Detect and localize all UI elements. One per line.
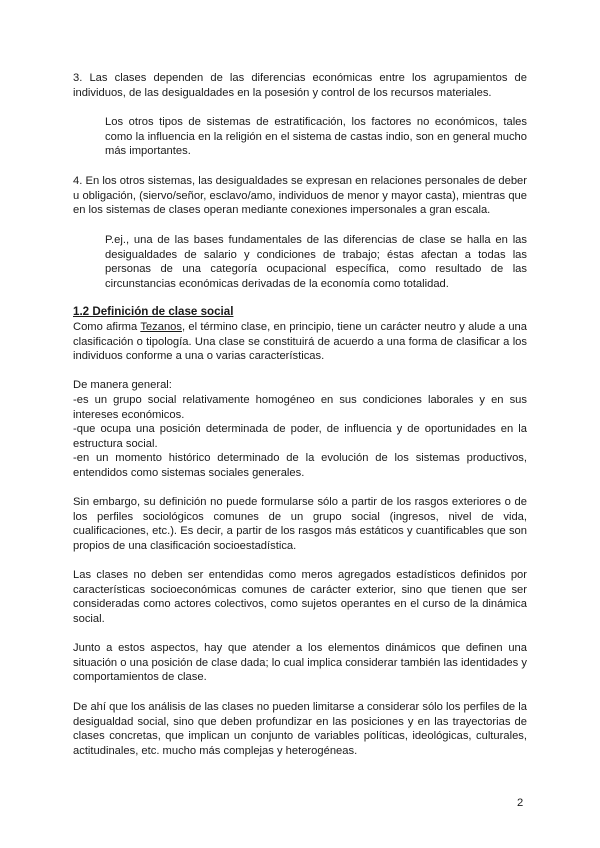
paragraph-however: Sin embargo, su definición no puede formularse sólo a partir de los rasgos exteriores o de los perfiles sociológicos comunes de un grupo social (ingresos, nivel de vida, cualificaciones, etc.). Es decir, a partir de los rasgos más estáticos y cuantificables que son propios de una clasificación socioestadística. xyxy=(73,496,527,552)
indented-example-wages: P.ej., una de las bases fundamentales de las diferencias de clase se halla en las desigualdades de salario y condiciones de trabajo; éstas afectan a todas las personas de una categoría ocupacional específica, como resultado de las circunstancias económicas derivadas de la economía como totalidad. xyxy=(105,234,527,290)
paragraph-collective-actors: Las clases no deben ser entendidas como meros agregados estadísticos definidos por características socioeconómicas comunes de carácter exterior, sino que tienen que ser consideradas como actores colectivos, como sujetos operantes en el curso de la dinámica social. xyxy=(73,569,527,625)
paragraph-3-economic-differences: 3. Las clases dependen de las diferencias económicas entre los agrupamientos de individuos, de las desigualdades en la posesión y control de los recursos materiales. xyxy=(73,72,527,99)
tezanos-intro-text: Como afirma xyxy=(73,321,141,333)
tezanos-rest-text: , el término clase, en principio, tiene un carácter neutro y alude a una clasificación o tipología. Una clase se constituirá de acuerdo a una forma de clasificar a los individuos conforme a una o varias características. xyxy=(73,321,527,363)
general-definition-intro: De manera general: xyxy=(73,379,172,391)
paragraph-dynamic-elements: Junto a estos aspectos, hay que atender a los elementos dinámicos que definen una situación o una posición de clase dada; lo cual implica considerar también las identidades y comportamientos de clase. xyxy=(73,642,527,684)
indented-note-other-systems: Los otros tipos de sistemas de estratificación, los factores no económicos, tales como la influencia en la religión en el sistema de castas indio, son en general mucho más importantes. xyxy=(105,116,527,158)
paragraph-tezanos-definition xyxy=(73,320,527,364)
definition-item-3: -en un momento histórico determinado de la evolución de los sistemas productivos, entendidos como sistemas sociales generales. xyxy=(73,452,527,479)
section-heading: 1.2 Definición de clase social xyxy=(73,305,234,318)
tezanos-link[interactable]: Tezanos xyxy=(140,321,182,333)
page-number: 2 xyxy=(517,797,524,809)
paragraph-analysis: De ahí que los análisis de las clases no pueden limitarse a considerar sólo los perfiles de la desigualdad social, sino que deben profundizar en las posiciones y en las trayectorias de clases concretas, que implican un conjunto de variables políticas, ideológicas, culturales, actitudinales, etc. mucho más complejas y heterogéneas. xyxy=(73,701,527,757)
definition-item-2: -que ocupa una posición determinada de poder, de influencia y de oportunidades en la estructura social. xyxy=(73,423,527,450)
paragraph-4-personal-relations: 4. En los otros sistemas, las desigualdades se expresan en relaciones personales de deber u obligación, (siervo/señor, esclavo/amo, individuos de menor y mayor casta), mientras que en los sistemas de clases operan mediante conexiones impersonales a gran escala. xyxy=(73,175,527,217)
definition-item-1: -es un grupo social relativamente homogéneo en sus condiciones laborales y en sus intereses económicos. xyxy=(73,394,527,421)
